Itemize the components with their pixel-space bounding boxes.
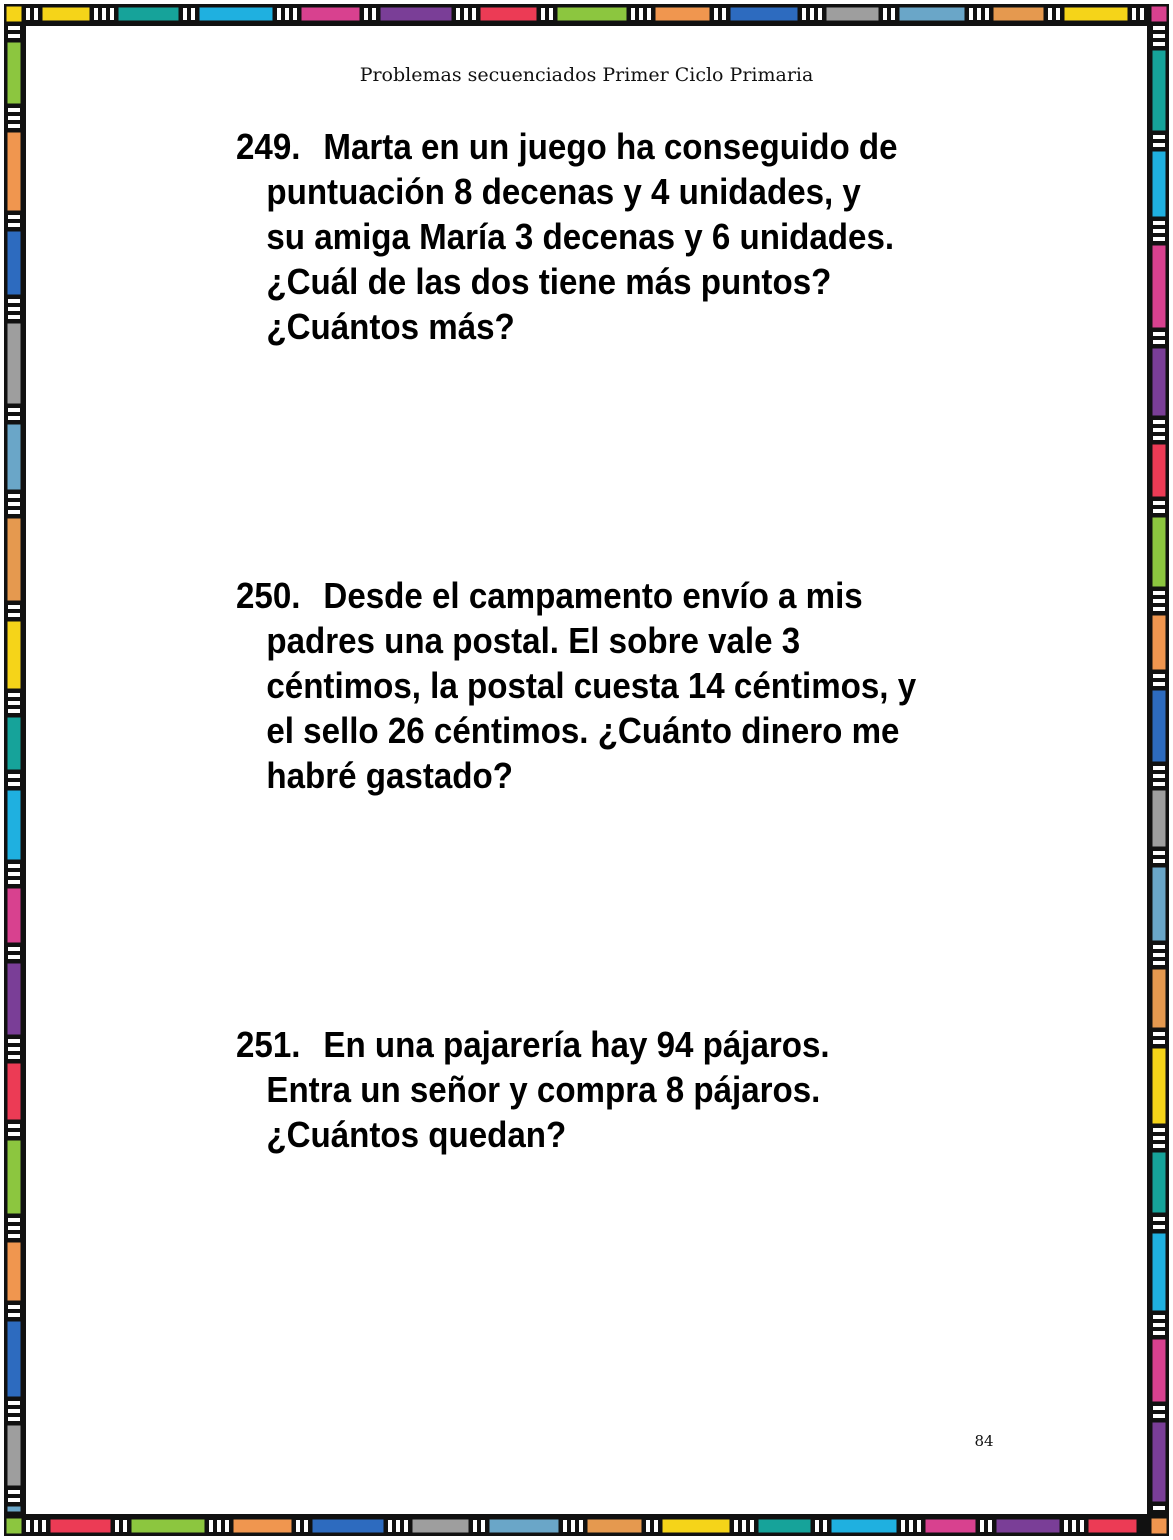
border-segment-top <box>380 7 452 21</box>
border-stripe-left <box>8 1409 20 1413</box>
border-stripe-right <box>1153 509 1165 513</box>
border-stripe-left <box>8 605 20 609</box>
border-stripe-left <box>8 693 20 697</box>
border-stripe-bottom <box>115 1520 119 1532</box>
border-stripe-top <box>891 8 895 20</box>
border-stripe-bottom <box>823 1520 827 1532</box>
border-stripe-left <box>8 124 20 128</box>
border-stripe-right <box>1153 1144 1165 1148</box>
border-segment-right <box>1152 245 1166 328</box>
border-stripe-left <box>8 1401 20 1405</box>
border-stripe-left <box>8 1124 20 1128</box>
problem-text-line: En una pajarería hay 94 pájaros. <box>323 1024 830 1065</box>
problem-text-line: habré gastado? <box>266 755 513 796</box>
border-stripe-left <box>8 864 20 868</box>
border-stripe-top <box>802 8 806 20</box>
border-segment-right <box>1152 1048 1166 1124</box>
border-segment-top <box>655 7 710 21</box>
border-stripe-bottom <box>742 1520 746 1532</box>
problem-text-line: Entra un señor y compra 8 pájaros. <box>266 1069 821 1110</box>
border-stripe-right <box>1153 1040 1165 1044</box>
border-stripe-top <box>985 8 989 20</box>
border-stripe-right <box>1153 1331 1165 1335</box>
border-stripe-right <box>1153 1414 1165 1418</box>
border-stripe-top <box>94 8 98 20</box>
border-stripe-bottom <box>901 1520 905 1532</box>
problem-text-line: ¿Cuál de las dos tiene más puntos? <box>266 261 832 302</box>
border-stripe-left <box>8 34 20 38</box>
border-stripe-right <box>1153 599 1165 603</box>
border-stripe-left <box>8 408 20 412</box>
border-stripe-top <box>277 8 281 20</box>
border-stripe-bottom <box>217 1520 221 1532</box>
border-segment-left <box>7 1321 21 1397</box>
border-stripe-right <box>1153 237 1165 241</box>
problem-number: 251. <box>236 1024 301 1065</box>
border-stripe-right <box>1153 591 1165 595</box>
border-stripe-right <box>1153 774 1165 778</box>
border-stripe-bottom <box>579 1520 583 1532</box>
border-stripe-top <box>34 8 38 20</box>
border-segment-left <box>7 790 21 860</box>
problem-text-line: Desde el campamento envío a mis <box>323 575 863 616</box>
border-stripe-bottom <box>209 1520 213 1532</box>
border-stripe-bottom <box>646 1520 650 1532</box>
border-stripe-bottom <box>1072 1520 1076 1532</box>
border-stripe-bottom <box>388 1520 392 1532</box>
border-segment-left <box>7 518 21 601</box>
border-stripe-left <box>8 108 20 112</box>
border-segment-left <box>7 1506 21 1512</box>
border-segment-left <box>7 963 21 1035</box>
page-header-title: Problemas secuenciados Primer Ciclo Primaria <box>359 64 814 86</box>
border-stripe-left <box>8 701 20 705</box>
border-segment-top <box>118 7 179 21</box>
border-stripe-bottom <box>815 1520 819 1532</box>
border-stripe-bottom <box>563 1520 567 1532</box>
border-segment-right <box>1152 969 1166 1028</box>
border-stripe-top <box>1140 8 1144 20</box>
border-segment-left <box>7 1242 21 1301</box>
border-stripe-bottom <box>734 1520 738 1532</box>
border-stripe-top <box>722 8 726 20</box>
border-segment-bottom <box>312 1519 384 1533</box>
border-stripe-right <box>1153 1136 1165 1140</box>
border-stripe-bottom <box>396 1520 400 1532</box>
border-stripe-top <box>26 8 30 20</box>
border-segment-left <box>7 424 21 490</box>
border-segment-right <box>1152 615 1166 670</box>
border-stripe-right <box>1153 859 1165 863</box>
border-stripe-left <box>8 782 20 786</box>
border-stripe-right <box>1153 607 1165 611</box>
border-stripe-left <box>8 872 20 876</box>
problem-text-line: su amiga María 3 decenas y 6 unidades. <box>266 216 895 257</box>
border-stripe-bottom <box>34 1520 38 1532</box>
problem-text-line: ¿Cuántos más? <box>266 306 515 347</box>
border-segment-left <box>7 888 21 943</box>
border-segment-bottom <box>587 1519 642 1533</box>
border-stripe-right <box>1153 229 1165 233</box>
border-stripe-bottom <box>909 1520 913 1532</box>
border-stripe-top <box>293 8 297 20</box>
border-stripe-right <box>1153 1217 1165 1221</box>
border-stripe-right <box>1153 682 1165 686</box>
border-stripe-right <box>1153 945 1165 949</box>
border-segment-right <box>1152 50 1166 131</box>
border-stripe-bottom <box>980 1520 984 1532</box>
border-corner <box>1151 1518 1167 1534</box>
border-stripe-left <box>8 1218 20 1222</box>
border-stripe-bottom <box>225 1520 229 1532</box>
problem-text-line: puntuación 8 decenas y 4 unidades, y <box>266 171 861 212</box>
border-stripe-bottom <box>26 1520 30 1532</box>
border-stripe-bottom <box>1080 1520 1084 1532</box>
border-stripe-right <box>1153 782 1165 786</box>
border-stripe-bottom <box>481 1520 485 1532</box>
border-stripe-right <box>1153 1128 1165 1132</box>
border-stripe-left <box>8 613 20 617</box>
border-stripe-top <box>1132 8 1136 20</box>
border-segment-bottom <box>233 1519 292 1533</box>
border-stripe-right <box>1153 674 1165 678</box>
border-segment-left <box>7 1425 21 1486</box>
border-stripe-right <box>1153 26 1165 30</box>
border-stripe-right <box>1153 1032 1165 1036</box>
problem-text-line: céntimos, la postal cuesta 14 céntimos, y <box>266 665 917 706</box>
border-stripe-right <box>1153 221 1165 225</box>
border-stripe-left <box>8 116 20 120</box>
border-segment-bottom <box>131 1519 205 1533</box>
page-number: 84 <box>974 1432 994 1450</box>
problem-249 <box>236 124 917 349</box>
border-stripe-right <box>1153 766 1165 770</box>
border-stripe-top <box>631 8 635 20</box>
border-stripe-left <box>8 880 20 884</box>
border-segment-top <box>42 7 90 21</box>
border-segment-top <box>993 7 1044 21</box>
border-stripe-bottom <box>473 1520 477 1532</box>
border-stripe-left <box>8 215 20 219</box>
border-segment-left <box>7 1063 21 1120</box>
border-stripe-left <box>8 1498 20 1502</box>
border-stripe-left <box>8 1055 20 1059</box>
border-stripe-left <box>8 1132 20 1136</box>
border-stripe-top <box>977 8 981 20</box>
border-segment-top <box>730 7 798 21</box>
border-stripe-left <box>8 510 20 514</box>
problem-251 <box>236 1022 917 1157</box>
border-stripe-left <box>8 315 20 319</box>
border-segment-right <box>1152 1339 1166 1402</box>
border-stripe-top <box>183 8 187 20</box>
border-segment-bottom <box>489 1519 559 1533</box>
border-segment-left <box>7 1140 21 1214</box>
border-segment-top <box>1064 7 1128 21</box>
border-stripe-left <box>8 1313 20 1317</box>
border-stripe-left <box>8 26 20 30</box>
border-segment-top <box>899 7 965 21</box>
border-segment-bottom <box>412 1519 469 1533</box>
border-segment-top <box>199 7 273 21</box>
border-segment-right <box>1152 790 1166 847</box>
border-stripe-left <box>8 307 20 311</box>
border-stripe-top <box>191 8 195 20</box>
border-stripe-left <box>8 502 20 506</box>
border-stripe-left <box>8 947 20 951</box>
problem-250 <box>236 573 917 798</box>
border-segment-right <box>1152 151 1166 217</box>
border-stripe-top <box>464 8 468 20</box>
border-stripe-right <box>1153 1506 1165 1510</box>
border-stripe-bottom <box>917 1520 921 1532</box>
border-segment-bottom <box>50 1519 111 1533</box>
border-stripe-bottom <box>42 1520 46 1532</box>
border-stripe-top <box>1048 8 1052 20</box>
border-segment-bottom <box>1088 1519 1137 1533</box>
border-segment-left <box>7 231 21 295</box>
border-stripe-right <box>1153 1315 1165 1319</box>
border-segment-left <box>7 621 21 689</box>
border-segment-right <box>1152 1233 1166 1311</box>
border-stripe-right <box>1153 501 1165 505</box>
border-stripe-top <box>639 8 643 20</box>
border-segment-top <box>557 7 627 21</box>
border-segment-left <box>7 717 21 770</box>
border-stripe-left <box>8 774 20 778</box>
border-segment-top <box>826 7 879 21</box>
border-segment-bottom <box>996 1519 1060 1533</box>
border-stripe-right <box>1153 1225 1165 1229</box>
border-segment-bottom <box>758 1519 811 1533</box>
border-segment-left <box>7 132 21 211</box>
border-corner <box>6 1518 22 1534</box>
border-stripe-bottom <box>296 1520 300 1532</box>
border-stripe-left <box>8 299 20 303</box>
border-segment-right <box>1152 1422 1166 1502</box>
border-segment-bottom <box>925 1519 976 1533</box>
border-stripe-right <box>1153 332 1165 336</box>
border-stripe-left <box>8 1417 20 1421</box>
border-stripe-right <box>1153 143 1165 147</box>
border-stripe-right <box>1153 1406 1165 1410</box>
problem-text-line: el sello 26 céntimos. ¿Cuánto dinero me <box>266 710 900 751</box>
border-stripe-top <box>647 8 651 20</box>
border-segment-left <box>7 323 21 404</box>
border-segment-top <box>301 7 360 21</box>
border-corner <box>1151 6 1167 22</box>
border-stripe-top <box>456 8 460 20</box>
border-stripe-top <box>969 8 973 20</box>
border-segment-top <box>480 7 537 21</box>
border-stripe-right <box>1153 436 1165 440</box>
border-stripe-bottom <box>571 1520 575 1532</box>
border-segment-right <box>1152 348 1166 416</box>
border-segment-right <box>1152 1152 1166 1213</box>
border-stripe-left <box>8 1305 20 1309</box>
problem-number: 249. <box>236 126 301 167</box>
problem-text-line: padres una postal. El sobre vale 3 <box>266 620 801 661</box>
border-stripe-top <box>714 8 718 20</box>
border-stripe-bottom <box>654 1520 658 1532</box>
border-stripe-bottom <box>1064 1520 1068 1532</box>
border-segment-bottom <box>831 1519 897 1533</box>
border-stripe-right <box>1153 428 1165 432</box>
border-stripe-right <box>1153 1323 1165 1327</box>
border-stripe-bottom <box>750 1520 754 1532</box>
border-stripe-left <box>8 416 20 420</box>
border-stripe-right <box>1153 42 1165 46</box>
border-stripe-top <box>818 8 822 20</box>
border-stripe-left <box>8 494 20 498</box>
border-stripe-top <box>1056 8 1060 20</box>
border-stripe-top <box>472 8 476 20</box>
border-stripe-right <box>1153 420 1165 424</box>
border-stripe-bottom <box>404 1520 408 1532</box>
border-stripe-right <box>1153 961 1165 965</box>
border-stripe-left <box>8 1490 20 1494</box>
border-segment-right <box>1152 444 1166 497</box>
border-segment-right <box>1152 867 1166 941</box>
border-stripe-top <box>285 8 289 20</box>
border-stripe-top <box>372 8 376 20</box>
border-stripe-bottom <box>988 1520 992 1532</box>
border-stripe-left <box>8 1234 20 1238</box>
border-stripe-left <box>8 1047 20 1051</box>
border-stripe-left <box>8 955 20 959</box>
problem-text-line: ¿Cuántos quedan? <box>266 1114 567 1155</box>
border-stripe-left <box>8 709 20 713</box>
border-stripe-top <box>549 8 553 20</box>
border-stripe-top <box>883 8 887 20</box>
border-segment-right <box>1152 690 1166 762</box>
border-corner <box>6 6 22 22</box>
border-stripe-bottom <box>123 1520 127 1532</box>
border-stripe-top <box>541 8 545 20</box>
border-stripe-left <box>8 1039 20 1043</box>
problem-number: 250. <box>236 575 301 616</box>
border-stripe-top <box>110 8 114 20</box>
border-stripe-top <box>810 8 814 20</box>
border-stripe-right <box>1153 340 1165 344</box>
border-stripe-top <box>364 8 368 20</box>
border-stripe-right <box>1153 953 1165 957</box>
border-stripe-right <box>1153 135 1165 139</box>
border-stripe-left <box>8 1226 20 1230</box>
border-stripe-bottom <box>304 1520 308 1532</box>
border-segment-bottom <box>662 1519 730 1533</box>
border-stripe-left <box>8 223 20 227</box>
border-segment-right <box>1152 517 1166 587</box>
border-stripe-top <box>102 8 106 20</box>
border-stripe-right <box>1153 851 1165 855</box>
border-stripe-right <box>1153 34 1165 38</box>
problem-text-line: Marta en un juego ha conseguido de <box>323 126 898 167</box>
